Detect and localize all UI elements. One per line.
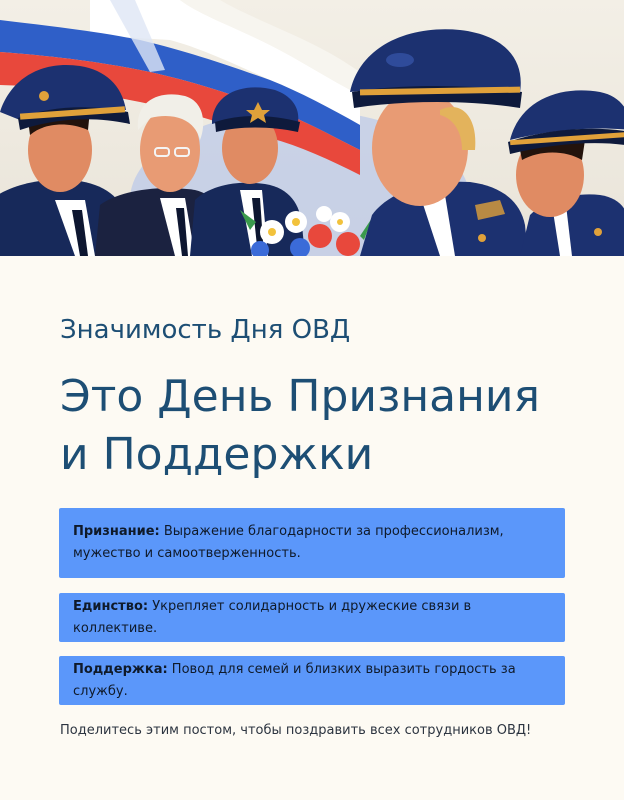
card-body: Повод для семей и близких выразить гордость за службу. xyxy=(73,661,516,699)
card-body: Выражение благодарности за профессионализм, мужество и самоотверженность. xyxy=(73,524,504,561)
hero-illustration xyxy=(0,0,624,256)
footer-share-text: Поделитесь этим постом, чтобы поздравить всех сотрудников ОВД! xyxy=(60,723,532,738)
main-content xyxy=(0,256,624,800)
card-label: Единство: xyxy=(73,598,149,614)
card-text xyxy=(73,521,551,565)
card-support xyxy=(59,656,565,705)
card-label: Поддержка: xyxy=(73,661,168,677)
card-label: Признание: xyxy=(73,524,160,539)
page-title: Это День Признания и Поддержки xyxy=(60,371,540,480)
card-unity xyxy=(59,593,565,642)
card-body: Укрепляет солидарность и дружеские связи в коллективе. xyxy=(73,598,472,636)
card-text xyxy=(73,659,551,703)
card-recognition xyxy=(59,508,565,578)
section-subtitle: Значимость Дня ОВД xyxy=(60,315,351,345)
card-text xyxy=(73,596,551,640)
